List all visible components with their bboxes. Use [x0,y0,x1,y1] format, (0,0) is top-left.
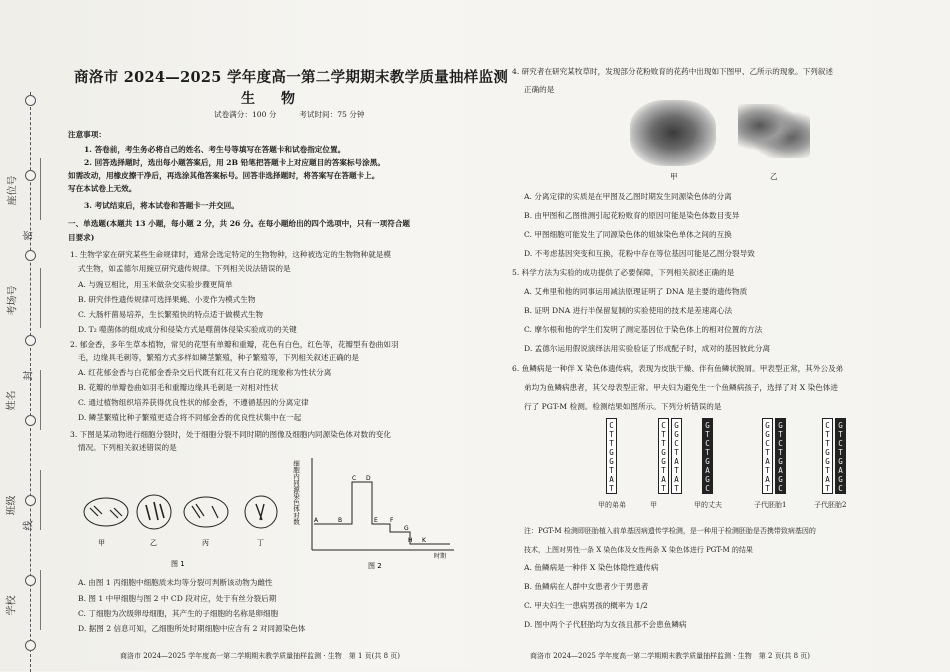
score-info: 试卷满分：100 分 考试时间：75 分钟 [214,110,365,119]
section-heading: 一、单选题(本题共 13 小题，每小题 2 分，共 26 分。在每小题给出的四个选项中，只有一项符合题 [68,219,411,228]
q1-stem: 式生物，如孟德尔用豌豆研究遗传规律。下列相关说法错误的是 [78,264,291,273]
cell-label: 丁 [257,539,264,547]
point-label: C [352,475,357,482]
figure2-caption: 图 2 [368,562,382,570]
pgt-strip: CTTGGTAT [606,418,617,494]
pgt-strip-label: 子代胚胎2 [814,501,847,509]
page-footer-left: 商洛市 2024—2025 学年度高一第二学期期末教学质量抽样监测 · 生物 第 1 页(共 8 页) [120,652,401,660]
q3-figure2 [294,450,464,572]
pgt-strip-label: 甲的弟弟 [598,501,626,509]
q3-stem: 3. 下图是某动物进行细胞分裂时，处于细胞分裂不同时期的图像及细胞内同源染色体对数的变化 [70,430,391,439]
seal-circle [25,170,36,181]
q1-option[interactable]: A. 与豌豆相比，用玉米做杂交实验步骤更简单 [78,280,233,289]
cell-ding [245,496,277,528]
q2-stem: 毛，边缘具毛刺等，繁殖方式多样如鳞茎繁殖，种子繁殖等，下列相关叙述正确的是 [78,353,359,362]
q5-option[interactable]: C. 摩尔根和他的学生们发明了测定基因位于染色体上的相对位置的方法 [524,325,763,334]
cell-label: 乙 [150,539,157,547]
cell-label: 丙 [202,539,209,547]
school-field[interactable] [40,570,42,630]
q2-option[interactable]: A. 红花郁金香与白花郁金香杂交后代既有红花又有白花的现象称为性状分离 [78,368,332,377]
figure2-ylabel: 细胞内同源染色体对数 [292,460,300,525]
name-label: 姓名 [6,390,18,411]
q6-option[interactable]: D. 图中两个子代胚胎均为女孩且都不会患鱼鳞病 [524,620,687,629]
pgt-strip: GTCTGAGC [702,418,713,494]
q4-stem: 4. 研究者在研究某牧草时，发现部分花粉败育的花药中出现如下图甲、乙所示的现象。下列叙述 [512,67,833,76]
right-column [512,0,942,671]
q4-option[interactable]: A. 分离定律的实质是在甲图及乙图时期发生同源染色体的分离 [524,192,732,201]
note-item: 1. 答卷前，考生务必将自己的姓名、考生号等填写在答题卡和试卷指定位置。 [84,145,346,154]
pgt-strip: GGCTATAT [762,418,773,494]
q3-figure1 [76,470,286,570]
q4-stem: 正确的是 [524,85,555,94]
note-item: 3. 考试结束后，将本试卷和答题卡一并交回。 [84,201,239,210]
point-label: E [374,517,378,524]
pgt-strip: CTTGGTAT [822,418,833,494]
pgt-strip-label: 甲的丈夫 [694,501,722,509]
figure1-caption: 图 1 [171,560,185,568]
seal-char: 线 [23,520,35,531]
binding-margin [0,40,60,640]
q3-option[interactable]: B. 图 1 中甲细胞与图 2 中 CD 段对应，处于有丝分裂后期 [78,594,277,603]
point-label: D [366,475,371,482]
class-label: 班级 [6,495,18,516]
micrograph-label: 甲 [670,172,678,181]
q5-option[interactable]: D. 孟德尔运用假说演绎法用实验验证了形成配子时，成对的基因彼此分离 [524,344,771,353]
point-label: G [404,525,409,532]
micrograph-label: 乙 [770,172,778,181]
q6-option[interactable]: C. 甲夫妇生一患病男孩的概率为 1/2 [524,601,648,610]
seal-circle [25,640,36,651]
seat-number-label: 座位号 [7,175,19,206]
pgt-strip-label: 甲 [650,501,657,509]
left-column [66,0,509,671]
q6-stem: 6. 鱼鳞病是一种伴 X 染色体遗传病，表现为皮肤干燥、伴有鱼鳞状脱屑。甲表型正常，其外公及弟 [512,364,844,373]
pgt-strip: GTCTGAGC [775,418,786,494]
cell-label: 甲 [98,539,105,547]
school-label: 学校 [6,595,18,616]
q1-option[interactable]: D. T₂ 噬菌体的组成成分和侵染方式是噬菌体侵染实验成功的关键 [78,325,297,334]
q6-option[interactable]: A. 鱼鳞病是一种伴 X 染色体隐性遗传病 [524,563,659,572]
seal-circle [25,335,36,346]
cell-jia [84,498,128,526]
exam-room-field[interactable] [40,268,42,328]
q2-option[interactable]: B. 花瓣的单瓣卷曲如羽毛和重瓣边缘具毛刺是一对相对性状 [78,383,279,392]
q1-stem: 1. 生物学家在研究某些生命规律时，通常会选定特定的生物物种，这种被选定的生物物种就是模 [70,250,391,259]
subject-title: 生 物 [241,91,301,107]
q4-option[interactable]: C. 甲图细胞可能发生了同源染色体的姐妹染色单体之间的互换 [524,230,732,239]
pgt-strip: GGCTATAT [671,418,682,494]
q4-option[interactable]: B. 由甲图和乙图推测引起花粉败育的原因可能是染色体数目变异 [524,211,740,220]
point-label: B [338,517,343,524]
seal-char: 封 [23,370,35,381]
q6-stem: 行了 PGT-M 检测。检测结果如图所示。下列分析错误的是 [524,402,722,411]
micrograph-jia [630,100,716,166]
q5-stem: 5. 科学方法为实验的成功提供了必要保障，下列相关叙述正确的是 [512,268,735,277]
q2-option[interactable]: D. 鳞茎繁殖比种子繁殖更适合将不同郁金香的优良性状集中在一起 [78,413,302,422]
point-label: H [408,537,413,544]
point-label: K [422,537,426,544]
q1-option[interactable]: C. 大肠杆菌易培养，生长繁殖快的特点适于做模式生物 [78,310,264,319]
q5-option[interactable]: A. 艾弗里和他的同事运用减法原理证明了 DNA 是主要的遗传物质 [524,287,748,296]
seal-circle [25,575,36,586]
exam-title: 商洛市 2024—2025 学年度高一第二学期期末教学质量抽样监测 [74,69,509,86]
note-item: 2. 回答选择题时，选出每小题答案后，用 2B 铅笔把答题卡上对应题目的答案标号涂黑。 [84,158,385,167]
q3-option[interactable]: A. 由图 1 丙细胞中细胞质未均等分裂可判断该动物为雌性 [78,578,273,587]
pgt-strip: GTCTGAGC [835,418,846,494]
pgt-strip-label: 子代胚胎1 [754,501,787,509]
page-footer-right: 商洛市 2024—2025 学年度高一第二学期期末教学质量抽样监测 · 生物 第 2 页(共 8 页) [530,652,811,660]
q6-note: 注：PGT-M 检测即胚胎植入前单基因病遗传学检测，是一种用于检测胚胎是否携带致病基因的 [524,527,816,535]
seal-circle [25,250,36,261]
notes-heading: 注意事项： [68,130,106,139]
exam-room-label: 考场号 [7,285,19,316]
seat-number-field[interactable] [40,158,42,220]
pgt-strip: CTTGGTAT [658,418,669,494]
q6-note: 技术，上图对男性一条 X 染色体及女性两条 X 染色体进行 PGT-M 的结果 [524,546,753,554]
q4-option[interactable]: D. 不考虑基因突变和互换，花粉中存在等位基因可能是乙图分裂导致 [524,249,755,258]
q3-stem: 情况。下列相关叙述错误的是 [78,443,177,452]
micrograph-yi [738,104,810,158]
q6-option[interactable]: B. 鱼鳞病在人群中女患者少于男患者 [524,582,649,591]
q2-option[interactable]: C. 通过植物组织培养获得优良性状的郁金香，不遵循基因的分离定律 [78,398,309,407]
pgt-m-result-figure [594,418,894,518]
figure2-xlabel: 时期 [434,553,447,560]
q2-stem: 2. 郁金香，多年生草本植物，常见的花型有单瓣和重瓣，花色有白色，红色等，花瓣型有卷曲如羽 [70,340,399,349]
q5-option[interactable]: B. 证明 DNA 进行半保留复制的实验使用的技术是差速离心法 [524,306,733,315]
q3-option[interactable]: C. 丁细胞为次级卵母细胞，其产生的子细胞的名称是卵细胞 [78,609,279,618]
name-field[interactable] [40,370,42,430]
seal-circle [25,415,36,426]
seal-circle [25,495,36,506]
cell-bing [184,497,228,527]
cell-yi [137,495,171,529]
note-item: 如需改动，用橡皮擦干净后，再选涂其他答案标号。回答非选择题时，将答案写在答题卡上。 [68,171,380,180]
class-field[interactable] [40,470,42,530]
note-item: 写在本试卷上无效。 [68,184,137,193]
q3-option[interactable]: D. 据图 2 信息可知，乙细胞所处时期细胞中应含有 2 对同源染色体 [78,624,306,633]
q1-option[interactable]: B. 研究伴性遗传规律可选择果蝇、小麦作为模式生物 [78,295,256,304]
point-label: A [314,517,319,524]
point-label: F [390,517,394,524]
section-heading: 目要求) [68,233,95,242]
seal-circle [25,95,36,106]
q6-stem: 弟均为鱼鳞病患者，其父母表型正常。甲夫妇为避免生一个鱼鳞病孩子，选择了对 X 染色体进 [524,383,838,392]
seal-char: 密 [23,230,35,241]
